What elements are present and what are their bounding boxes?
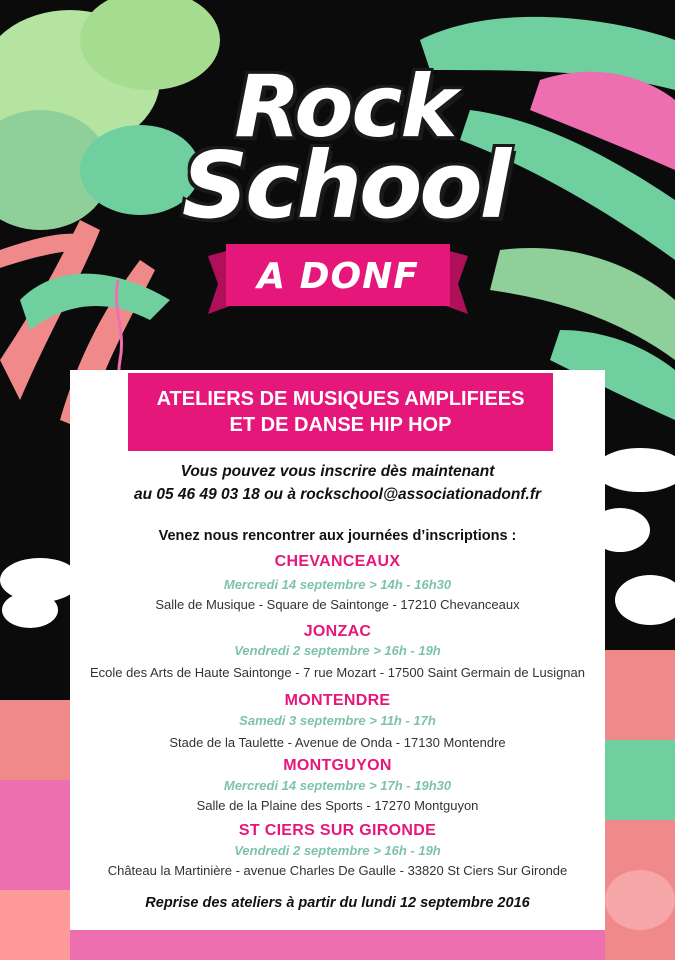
session-date: Samedi 3 septembre > 11h - 17h: [239, 713, 436, 728]
headline-line-1: ATELIERS DE MUSIQUES AMPLIFIEES: [156, 388, 525, 410]
headline-box: [128, 373, 553, 451]
intro-text: [70, 460, 605, 506]
session-place: Château la Martinière - avenue Charles De Gaulle - 33820 St Ciers Sur Gironde: [107, 863, 568, 878]
session-city: CHEVANCEAUX: [274, 553, 401, 570]
session-date: Mercredi 14 septembre > 14h - 16h30: [223, 577, 452, 592]
session-place: Stade de la Taulette - Avenue de Onda - 17130 Montendre: [169, 735, 506, 750]
session-date: Vendredi 2 septembre > 16h - 19h: [234, 643, 441, 658]
intro-line-1: Vous pouvez vous inscrire dès maintenant: [180, 463, 495, 480]
rock-school-logo: [180, 57, 510, 239]
meet-heading: Venez nous rencontrer aux journées d’inscriptions :: [158, 528, 517, 544]
intro-line-2: au 05 46 49 03 18 ou à rockschool@associationadonf.fr: [133, 486, 542, 503]
logo-line-school: School: [181, 131, 509, 239]
session-city: MONTGUYON: [283, 757, 392, 774]
session-date: Mercredi 14 septembre > 17h - 19h30: [223, 778, 452, 793]
logo-line-rock: Rock: [234, 57, 456, 157]
session-date: Vendredi 2 septembre > 16h - 19h: [234, 843, 441, 858]
session-city: ST CIERS SUR GIRONDE: [238, 822, 437, 839]
restart-note: Reprise des ateliers à partir du lundi 12 septembre 2016: [145, 895, 530, 911]
session-city: MONTENDRE: [284, 692, 391, 709]
session-city: JONZAC: [303, 623, 372, 640]
headline-line-2: ET DE DANSE HIP HOP: [229, 414, 452, 436]
logo-banner-text: A DONF: [257, 256, 419, 297]
session-place: Salle de Musique - Square de Saintonge - 17210 Chevanceaux: [155, 597, 520, 612]
session-place: Salle de la Plaine des Sports - 17270 Montguyon: [196, 798, 479, 813]
session-place: Ecole des Arts de Haute Saintonge - 7 rue Mozart - 17500 Saint Germain de Lusignan: [89, 665, 585, 680]
